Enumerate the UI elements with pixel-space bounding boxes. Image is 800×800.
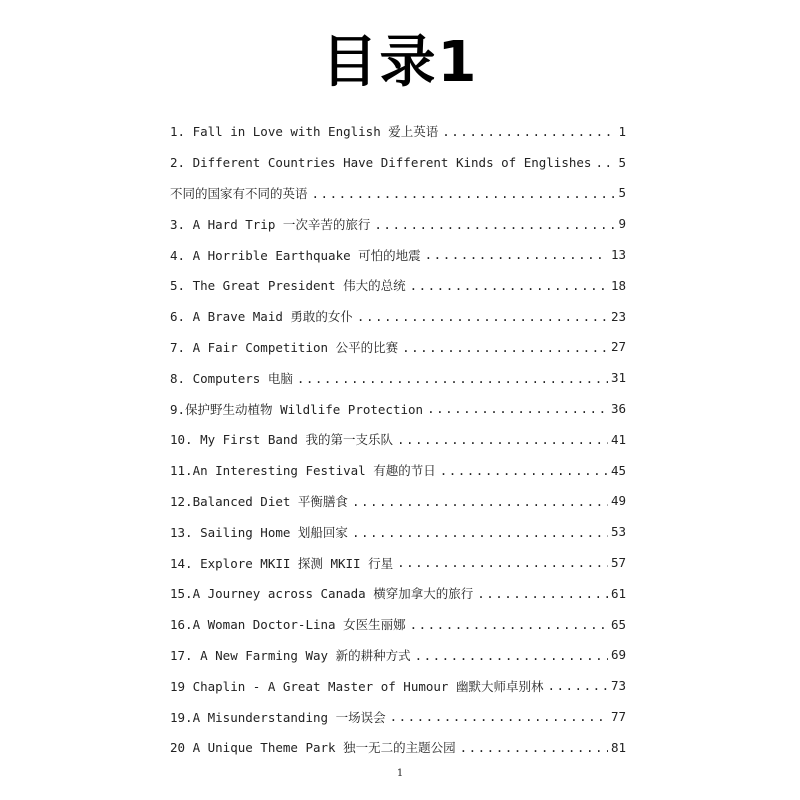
- toc-dot-leader: [374, 218, 615, 231]
- toc-dot-leader: [477, 587, 608, 600]
- toc-dot-leader: [410, 618, 608, 631]
- toc-dot-leader: [297, 372, 608, 385]
- toc-entry-page: 49: [610, 493, 626, 509]
- toc-entry-title: 10. My First Band 我的第一支乐队: [170, 432, 393, 448]
- toc-entry: [170, 732, 626, 763]
- toc-entry: [170, 455, 626, 486]
- toc-dot-leader: [425, 248, 608, 261]
- toc-entry-title: 15.A Journey across Canada 横穿加拿大的旅行: [170, 586, 474, 602]
- page-title: 目录1: [321, 30, 479, 95]
- toc-entry: [170, 670, 626, 701]
- toc-entry: [170, 116, 626, 147]
- toc-dot-leader: [352, 495, 608, 508]
- toc-entry-title: 2. Different Countries Have Different Kinds of Englishes: [170, 154, 592, 170]
- toc-dot-leader: [397, 433, 608, 446]
- toc-entry-page: 41: [610, 431, 626, 447]
- toc-entry-title: 不同的国家有不同的英语: [170, 185, 308, 201]
- toc-entry-page: 18: [610, 277, 626, 293]
- toc-entry-title: 7. A Fair Competition 公平的比赛: [170, 339, 399, 355]
- toc-entry-title: 5. The Great President 伟大的总统: [170, 278, 406, 294]
- toc-entry-title: 9.保护野生动植物 Wildlife Protection: [170, 401, 424, 417]
- toc-entry-title: 16.A Woman Doctor-Lina 女医生丽娜: [170, 617, 406, 633]
- toc-entry-page: 73: [610, 678, 626, 694]
- toc-entry-page: 61: [610, 585, 626, 601]
- toc-entry-title: 19.A Misunderstanding 一场误会: [170, 709, 386, 725]
- toc-entry-page: 57: [610, 555, 626, 571]
- toc-entry-page: 77: [610, 709, 626, 725]
- toc-entry-page: 69: [610, 647, 626, 663]
- toc-entry-page: 27: [610, 339, 626, 355]
- toc-dot-leader: [357, 310, 608, 323]
- toc-entry: [170, 362, 626, 393]
- toc-dot-leader: [312, 187, 616, 200]
- toc-dot-leader: [352, 526, 608, 539]
- toc-entry: [170, 208, 626, 239]
- toc-entry-title: 13. Sailing Home 划船回家: [170, 524, 348, 540]
- toc-entry-page: 23: [610, 308, 626, 324]
- toc-entry-title: 6. A Brave Maid 勇敢的女仆: [170, 309, 353, 325]
- toc-dot-leader: [397, 556, 608, 569]
- toc-entry-page: 1: [618, 123, 626, 139]
- toc-entry-title: 8. Computers 电脑: [170, 370, 293, 386]
- toc-entry: [170, 178, 626, 209]
- toc-entry: [170, 640, 626, 671]
- toc-dot-leader: [427, 402, 608, 415]
- page-number: 1: [396, 768, 404, 779]
- toc-entry-title: 17. A New Farming Way 新的耕种方式: [170, 647, 411, 663]
- toc-entry: [170, 578, 626, 609]
- toc-entry-page: 9: [618, 216, 626, 232]
- toc-entry-page: 45: [610, 462, 626, 478]
- toc-entry-title: 3. A Hard Trip 一次辛苦的旅行: [170, 216, 371, 232]
- toc-dot-leader: [460, 741, 608, 754]
- toc-entry: [170, 393, 626, 424]
- toc-entry: [170, 701, 626, 732]
- toc-entry-title: 14. Explore MKII 探测 MKII 行星: [170, 555, 394, 571]
- toc-entry-title: 19 Chaplin - A Great Master of Humour 幽默大师卓别林: [170, 678, 544, 694]
- toc-entry: [170, 609, 626, 640]
- toc-entry: [170, 239, 626, 270]
- toc-entry-page: 53: [610, 524, 626, 540]
- toc-entry-page: 13: [610, 247, 626, 263]
- toc-entry-page: 31: [610, 370, 626, 386]
- toc-entry-page: 5: [618, 185, 626, 201]
- toc-entry-title: 11.An Interesting Festival 有趣的节日: [170, 463, 436, 479]
- toc-entry: [170, 547, 626, 578]
- toc-dot-leader: [547, 679, 607, 692]
- toc-entry-page: 81: [610, 739, 626, 755]
- toc-entry: [170, 424, 626, 455]
- toc-dot-leader: [402, 341, 608, 354]
- toc-entry-page: 5: [618, 154, 626, 170]
- toc-dot-leader: [390, 710, 608, 723]
- toc-entry-title: 4. A Horrible Earthquake 可怕的地震: [170, 247, 421, 263]
- toc-entry: [170, 270, 626, 301]
- toc-dot-leader: [415, 649, 608, 662]
- table-of-contents: [170, 116, 626, 763]
- toc-dot-leader: [595, 156, 615, 169]
- toc-entry: [170, 332, 626, 363]
- toc-entry-title: 1. Fall in Love with English 爱上英语: [170, 124, 439, 140]
- toc-dot-leader: [440, 464, 608, 477]
- toc-entry-page: 65: [610, 616, 626, 632]
- toc-entry: [170, 301, 626, 332]
- toc-entry: [170, 516, 626, 547]
- toc-entry-page: 36: [610, 401, 626, 417]
- toc-entry: [170, 486, 626, 517]
- toc-dot-leader: [410, 279, 608, 292]
- toc-entry-title: 20 A Unique Theme Park 独一无二的主题公园: [170, 740, 456, 756]
- toc-entry: [170, 147, 626, 178]
- toc-entry-title: 12.Balanced Diet 平衡膳食: [170, 493, 348, 509]
- toc-dot-leader: [442, 125, 615, 138]
